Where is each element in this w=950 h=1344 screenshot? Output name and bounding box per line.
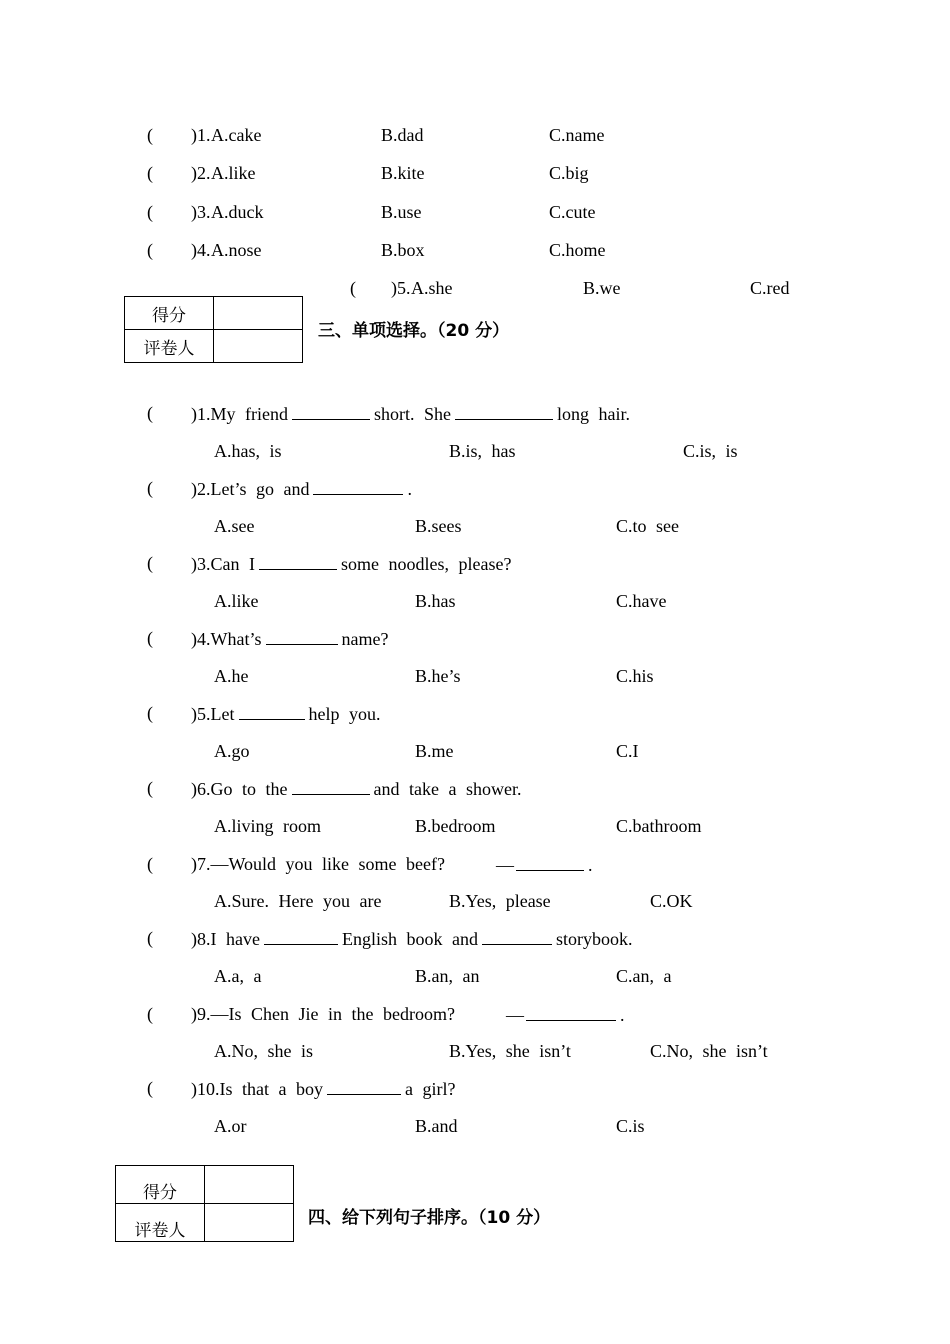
option-c: C.big [549, 163, 589, 183]
answer-paren[interactable]: ( [147, 163, 153, 183]
option-a: A.go [214, 741, 250, 761]
answer-blank[interactable] [239, 703, 305, 720]
answer-paren[interactable]: ( [147, 628, 153, 648]
question-text: )7.—Would you like some beef? [191, 854, 445, 874]
option-b: B.me [415, 741, 454, 761]
score-label: 得分 [125, 297, 214, 330]
option-b: B.box [381, 240, 425, 260]
option-a: A.No, she is [214, 1041, 313, 1061]
question-text: )4.What’s name? [191, 629, 389, 649]
answer-paren[interactable]: ( [147, 928, 153, 948]
answer-blank[interactable] [264, 928, 338, 945]
answer-paren[interactable]: ( [147, 703, 153, 723]
answer-paren[interactable]: ( [147, 478, 153, 498]
answer-paren[interactable]: ( [147, 1004, 153, 1024]
option-a: A.like [214, 591, 259, 611]
score-cell[interactable] [214, 297, 303, 330]
option-a: A.a, a [214, 966, 262, 986]
option-b: B.an, an [415, 966, 480, 986]
answer-blank[interactable] [266, 628, 338, 645]
option-b: B.he’s [415, 666, 461, 686]
reply-text: — . [506, 1005, 625, 1025]
option-b: B.Yes, she isn’t [449, 1041, 571, 1061]
option-b: B.and [415, 1116, 458, 1136]
answer-paren[interactable]: ( [147, 125, 153, 145]
option-c: C.home [549, 240, 606, 260]
answer-blank[interactable] [327, 1078, 401, 1095]
question-text: )8.I have English book and storybook. [191, 929, 633, 949]
option-a: A.she [411, 278, 453, 298]
grader-cell[interactable] [205, 1204, 294, 1242]
option-c: C.I [616, 741, 639, 761]
score-box [115, 1165, 294, 1242]
option-b: B.has [415, 591, 456, 611]
section-title: 三、单项选择。（20 分） [318, 321, 510, 341]
question-number: )5. [391, 278, 411, 298]
option-a: A.he [214, 666, 249, 686]
answer-blank[interactable] [292, 778, 370, 795]
answer-paren[interactable]: ( [147, 778, 153, 798]
answer-blank[interactable] [313, 478, 403, 495]
option-a: A.Sure. Here you are [214, 891, 382, 911]
answer-blank[interactable] [292, 403, 370, 420]
question-text: )5.Let help you. [191, 704, 381, 724]
option-c: C.an, a [616, 966, 672, 986]
option-a: A.duck [211, 202, 264, 222]
option-b: B.Yes, please [449, 891, 551, 911]
answer-blank[interactable] [526, 1004, 616, 1021]
option-c: C.is, is [683, 441, 738, 461]
answer-blank[interactable] [516, 854, 584, 871]
option-b: B.dad [381, 125, 424, 145]
option-c: C.is [616, 1116, 645, 1136]
option-a: A.nose [211, 240, 262, 260]
reply-text: — . [496, 855, 593, 875]
grader-label: 评卷人 [116, 1204, 205, 1242]
option-b: B.bedroom [415, 816, 496, 836]
answer-paren[interactable]: ( [147, 202, 153, 222]
option-c: C.name [549, 125, 605, 145]
question-text: )2.Let’s go and . [191, 479, 412, 499]
option-a: A.living room [214, 816, 321, 836]
option-c: C.bathroom [616, 816, 702, 836]
answer-paren[interactable]: ( [147, 1078, 153, 1098]
question-text: )3.Can I some noodles, please? [191, 554, 512, 574]
option-c: C.to see [616, 516, 679, 536]
score-label: 得分 [116, 1166, 205, 1204]
option-b: B.we [583, 278, 621, 298]
grader-cell[interactable] [214, 330, 303, 363]
option-b: B.sees [415, 516, 462, 536]
answer-paren[interactable]: ( [147, 240, 153, 260]
option-b: B.is, has [449, 441, 516, 461]
answer-blank[interactable] [455, 403, 553, 420]
score-cell[interactable] [205, 1166, 294, 1204]
answer-paren[interactable]: ( [350, 278, 356, 298]
option-a: A.or [214, 1116, 247, 1136]
option-c: C.his [616, 666, 654, 686]
question-number: )2. [191, 163, 211, 183]
option-c: C.No, she isn’t [650, 1041, 768, 1061]
answer-blank[interactable] [482, 928, 552, 945]
option-c: C.red [750, 278, 790, 298]
score-box [124, 296, 303, 363]
question-number: )4. [191, 240, 211, 260]
answer-paren[interactable]: ( [147, 553, 153, 573]
option-a: A.has, is [214, 441, 282, 461]
option-a: A.see [214, 516, 255, 536]
grader-label: 评卷人 [125, 330, 214, 363]
question-number: )3. [191, 202, 211, 222]
answer-paren[interactable]: ( [147, 403, 153, 423]
option-c: C.have [616, 591, 667, 611]
option-b: B.kite [381, 163, 425, 183]
option-a: A.like [211, 163, 256, 183]
option-c: C.OK [650, 891, 693, 911]
option-b: B.use [381, 202, 422, 222]
question-text: )9.—Is Chen Jie in the bedroom? [191, 1004, 455, 1024]
question-number: )1. [191, 125, 211, 145]
answer-blank[interactable] [259, 553, 337, 570]
option-a: A.cake [211, 125, 262, 145]
section-title: 四、给下列句子排序。（10 分） [308, 1208, 551, 1228]
answer-paren[interactable]: ( [147, 854, 153, 874]
question-text: )1.My friend short. She long hair. [191, 404, 630, 424]
question-text: )6.Go to the and take a shower. [191, 779, 522, 799]
question-text: )10.Is that a boy a girl? [191, 1079, 456, 1099]
option-c: C.cute [549, 202, 596, 222]
